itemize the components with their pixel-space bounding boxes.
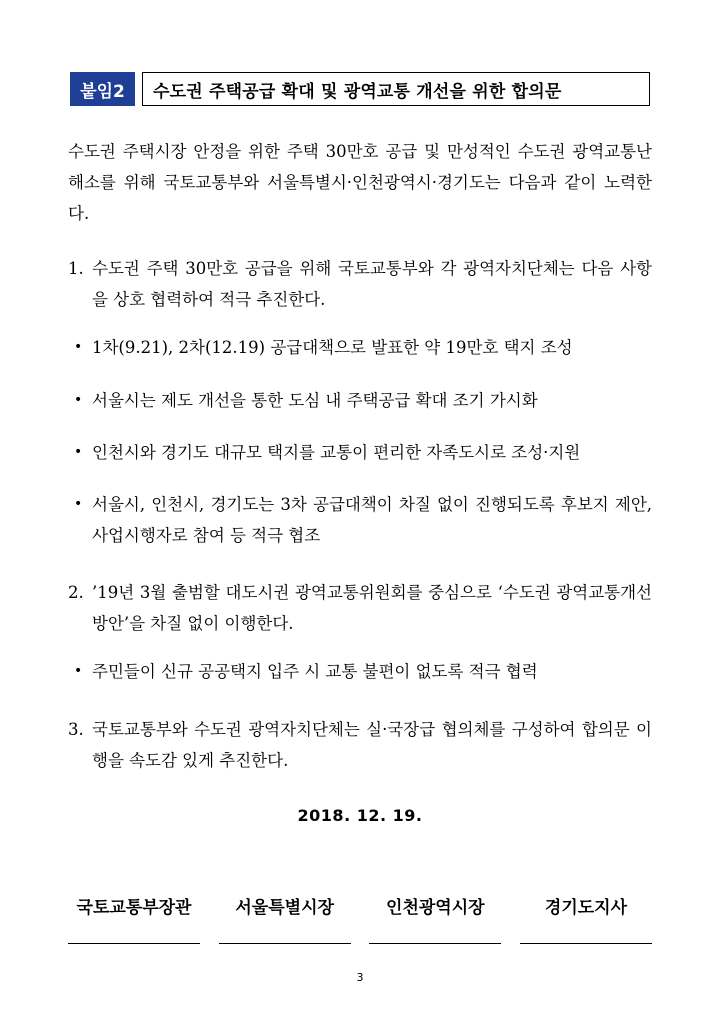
bullet-item [74,385,652,416]
item-number: 2. [68,583,84,602]
signer-1 [68,893,200,944]
signature-block [68,893,652,944]
bullet-item [74,437,652,468]
document-title: 수도권 주택공급 확대 및 광역교통 개선을 위한 합의문 [153,81,562,102]
bullet-dot: • [74,496,83,512]
signer-title: 인천광역시장 [386,898,485,918]
agreement-item-3 [68,714,652,776]
attachment-badge: 붙임2 [70,72,135,106]
bullet-text: 인천시와 경기도 대규모 택지를 교통이 편리한 자족도시로 조성·지원 [92,443,581,462]
item-number: 3. [68,720,84,739]
document-header [70,72,650,106]
signer-2 [219,893,351,944]
document-title-box [142,72,650,106]
bullet-item [74,656,652,687]
bullet-item [74,332,652,363]
agreement-date: 2018. 12. 19. [297,806,423,825]
item-text: ’19년 3월 출범할 대도시권 광역교통위원회를 중심으로 ‘수도권 광역교통개선방안’을 차질 없이 이행한다. [92,583,652,633]
bullet-text: 1차(9.21), 2차(12.19) 공급대책으로 발표한 약 19만호 택지 조성 [92,338,573,357]
signature-line [520,943,652,944]
signer-title: 경기도지사 [544,898,628,918]
item-text: 국토교통부와 수도권 광역자치단체는 실·국장급 협의체를 구성하여 합의문 이행을 속도감 있게 추진한다. [92,720,652,770]
signer-3 [369,893,501,944]
signature-line [219,943,351,944]
agreement-item-2 [68,577,652,639]
bullet-text: 서울시는 제도 개선을 통한 도심 내 주택공급 확대 조기 가시화 [92,391,538,410]
signature-line [369,943,501,944]
signer-title: 국토교통부장관 [76,898,192,918]
bullet-dot: • [74,339,83,355]
item-number: 1. [68,259,84,278]
bullet-text: 서울시, 인천시, 경기도는 3차 공급대책이 차질 없이 진행되도록 후보지 제안, 사업시행자로 참여 등 적극 협조 [92,495,652,545]
signer-title: 서울특별시장 [235,898,334,918]
signature-line [68,943,200,944]
intro-paragraph: 수도권 주택시장 안정을 위한 주택 30만호 공급 및 만성적인 수도권 광역교통난 해소를 위해 국토교통부와 서울특별시·인천광역시·경기도는 다음과 같이 노력한다. [68,142,652,223]
bullet-text: 주민들이 신규 공공택지 입주 시 교통 불편이 없도록 적극 협력 [92,662,538,681]
bullet-dot: • [74,444,83,460]
agreement-item-1 [68,253,652,315]
item-text: 수도권 주택 30만호 공급을 위해 국토교통부와 각 광역자치단체는 다음 사항을 상호 협력하여 적극 추진한다. [92,259,652,309]
page-number: 3 [356,971,364,984]
bullet-dot: • [74,392,83,408]
bullet-dot: • [74,663,83,679]
signer-4 [520,893,652,944]
bullet-item [74,489,652,551]
